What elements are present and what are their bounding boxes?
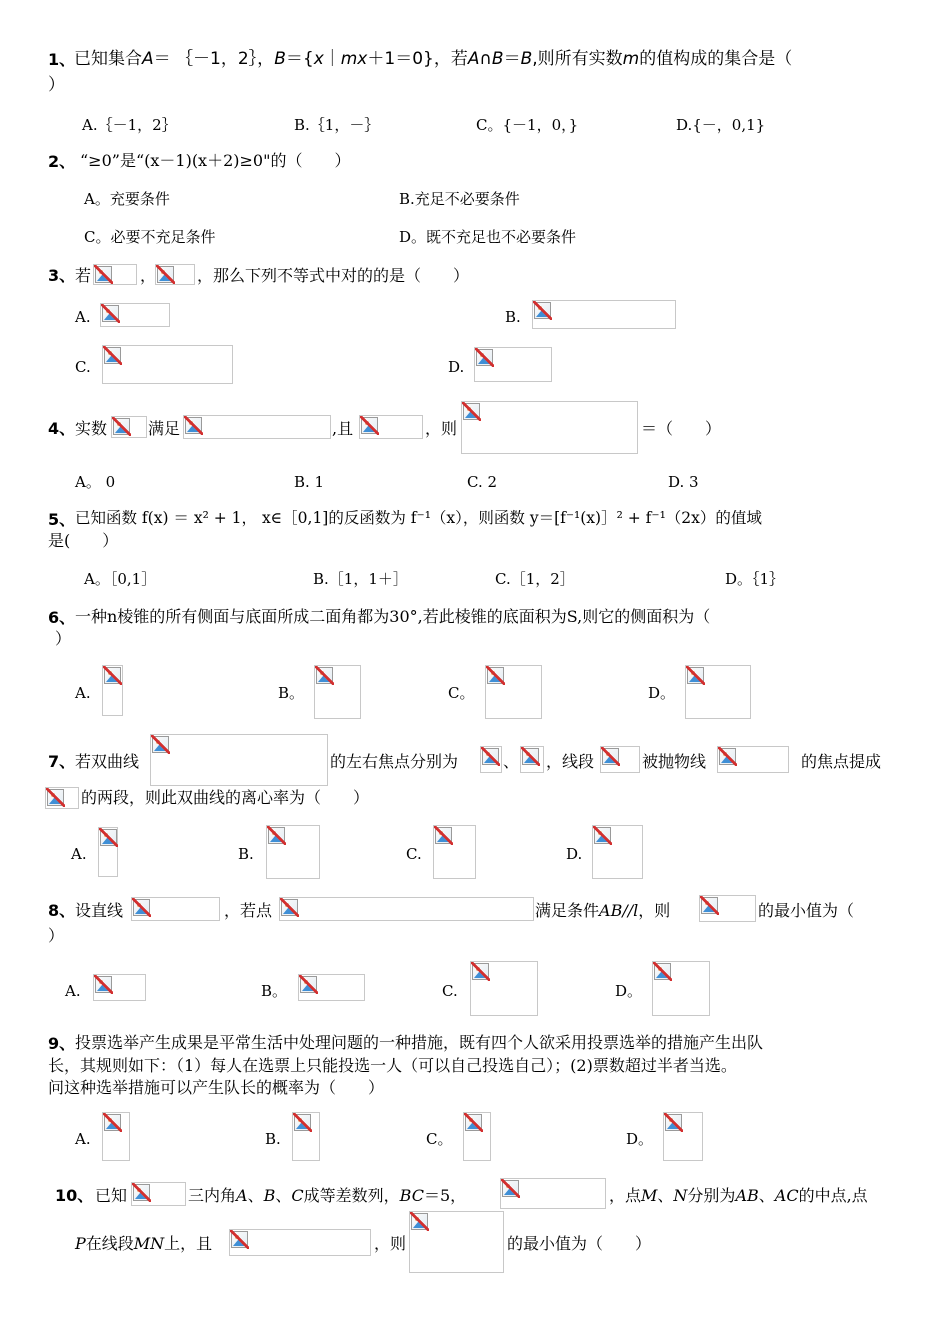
- option-d[interactable]: D。: [626, 1130, 654, 1148]
- formula-image: [520, 746, 544, 773]
- option-b-formula-image: [314, 665, 361, 719]
- option-c[interactable]: C.: [442, 982, 458, 1000]
- formula-image: [93, 264, 137, 285]
- question-stem-text: ，若点: [224, 901, 273, 920]
- formula-image: [131, 1182, 186, 1206]
- question-stem-line: “≥0”是“(x－1)(x＋2)≥0"的（ ）: [80, 151, 351, 170]
- option-c-formula-image: [463, 1112, 491, 1161]
- question-stem-line: 是( ）: [48, 531, 119, 550]
- option-a[interactable]: A.: [71, 845, 87, 863]
- question-stem-text: ＝（ ）: [641, 419, 722, 438]
- option-c[interactable]: C。: [448, 684, 475, 702]
- question-stem-line: 长，其规则如下：（1）每人在选票上只能投选一人（可以自己投选自己）；(2)票数超过半者当选。: [48, 1056, 737, 1075]
- formula-image: [183, 415, 331, 439]
- formula-image: [461, 401, 638, 454]
- question-stem-line: 投票选举产生成果是平常生活中处理问题的一种措施，既有四个人欲采用投票选举的措施产生出队: [75, 1033, 764, 1052]
- question-stem-line: 一种n棱锥的所有侧面与底面所成二面角都为30°,若此棱锥的底面积为S,则它的侧面积为（: [75, 607, 711, 626]
- option-a-formula-image: [100, 303, 170, 327]
- option-a[interactable]: A.: [75, 1130, 91, 1148]
- question-stem-text: 的最小值为（ ）: [507, 1234, 652, 1253]
- question-stem-line: 已知集合A＝ ｛－1，2｝，B＝{x｜mx＋1＝0}，若A∩B＝B,则所有实数m的值构成的集合是（: [74, 49, 793, 69]
- formula-image: [409, 1211, 504, 1273]
- question-stem-text: 被抛物线: [642, 752, 707, 771]
- option-d-formula-image: [652, 961, 710, 1016]
- formula-image: [699, 895, 756, 922]
- option-a[interactable]: A.: [75, 684, 91, 702]
- option-c-formula-image: [433, 825, 476, 879]
- option-b[interactable]: B.: [265, 1130, 281, 1148]
- option-c[interactable]: C. 2: [467, 473, 498, 491]
- question-number: 1、: [48, 50, 76, 69]
- question-stem-text: ，则: [374, 1234, 407, 1253]
- option-a[interactable]: A。 0: [75, 473, 116, 491]
- question-number: 9、: [48, 1034, 76, 1053]
- option-c[interactable]: C。: [426, 1130, 453, 1148]
- option-a[interactable]: A.: [65, 982, 81, 1000]
- question-stem-text: 、: [503, 752, 520, 771]
- option-d[interactable]: D。既不充足也不必要条件: [399, 228, 577, 246]
- option-b[interactable]: B.充足不必要条件: [399, 190, 520, 208]
- question-stem-text: ，线段: [546, 752, 595, 771]
- option-d[interactable]: D.: [566, 845, 583, 863]
- question-number: 10、: [55, 1186, 94, 1205]
- question-number: 3、: [48, 266, 76, 285]
- option-b-formula-image: [292, 1112, 320, 1161]
- question-stem-text: 实数: [75, 419, 108, 438]
- option-a[interactable]: A。［0,1］: [84, 570, 157, 588]
- question-number: 2、: [48, 152, 76, 171]
- option-d-formula-image: [663, 1112, 703, 1161]
- question-stem-text: 满足: [148, 419, 181, 438]
- option-a-formula-image: [93, 974, 146, 1001]
- option-a-formula-image: [102, 1112, 130, 1161]
- formula-image: [717, 746, 789, 773]
- option-d[interactable]: D。: [648, 684, 676, 702]
- question-number: 5、: [48, 510, 76, 529]
- question-stem-text: 的左右焦点分别为: [330, 752, 459, 771]
- question-stem-text: 若: [75, 266, 92, 285]
- option-d-formula-image: [592, 825, 643, 879]
- question-stem-text: P在线段MN上，且: [75, 1234, 213, 1253]
- question-stem-text: 已知: [95, 1186, 128, 1205]
- question-stem-text: 设直线: [75, 901, 124, 920]
- option-b-formula-image: [298, 974, 365, 1001]
- formula-image: [229, 1229, 371, 1256]
- question-stem-text: 的焦点提成: [801, 752, 882, 771]
- option-a[interactable]: A。充要条件: [84, 190, 170, 208]
- option-a[interactable]: A.: [75, 308, 91, 326]
- question-stem-text: 三内角A、B、C成等差数列，BC＝5，: [188, 1186, 467, 1205]
- option-c-formula-image: [470, 961, 538, 1016]
- option-c-formula-image: [102, 345, 233, 384]
- option-c[interactable]: C。必要不充足条件: [84, 228, 216, 246]
- option-d[interactable]: D。: [615, 982, 643, 1000]
- question-stem-line: ）: [48, 75, 65, 95]
- option-c[interactable]: C.: [75, 358, 91, 376]
- option-d[interactable]: D. 3: [668, 473, 699, 491]
- option-c[interactable]: C。{－1，0，}: [476, 116, 579, 134]
- option-b-formula-image: [532, 300, 676, 329]
- question-stem-text: 若双曲线: [75, 752, 140, 771]
- option-b[interactable]: B. 1: [294, 473, 325, 491]
- option-a[interactable]: A.｛－1，2｝: [82, 116, 177, 134]
- option-c[interactable]: C.: [406, 845, 422, 863]
- question-stem-line: ）: [48, 926, 65, 945]
- formula-image: [600, 746, 640, 773]
- option-c-formula-image: [485, 665, 542, 719]
- formula-image: [131, 897, 220, 921]
- question-number: 7、: [48, 752, 76, 771]
- question-stem-text: ,且: [332, 419, 354, 438]
- question-stem-text: 满足条件AB//l，则: [535, 901, 671, 920]
- question-number: 8、: [48, 901, 76, 920]
- option-d-formula-image: [685, 665, 751, 719]
- question-stem-line: 已知函数 f(x) ＝ x² + 1， x∈［0,1]的反函数为 f⁻¹（x），则函数 y＝[f⁻¹(x)］² + f⁻¹（2x）的值域: [75, 509, 762, 527]
- question-stem-line: ）: [55, 629, 72, 648]
- formula-image: [150, 734, 328, 786]
- question-stem-text: ，点M、N分别为AB、AC的中点,点: [609, 1186, 868, 1205]
- option-b-formula-image: [266, 825, 320, 879]
- formula-image: [480, 746, 502, 773]
- formula-image: [45, 787, 79, 809]
- question-stem-line: 问这种选举措施可以产生队长的概率为（ ）: [48, 1078, 385, 1097]
- formula-image: [155, 264, 195, 285]
- question-stem-text: ，则: [425, 419, 458, 438]
- option-b[interactable]: B.: [505, 308, 521, 326]
- option-d[interactable]: D.{－，0,1}: [676, 116, 766, 134]
- formula-image: [500, 1178, 606, 1209]
- question-stem-text: 的最小值为（: [758, 901, 855, 920]
- question-number: 6、: [48, 608, 76, 627]
- formula-image: [279, 897, 534, 921]
- question-number: 4、: [48, 419, 76, 438]
- formula-image: [111, 416, 147, 438]
- option-b[interactable]: B.: [238, 845, 254, 863]
- option-b[interactable]: B。: [278, 684, 305, 702]
- question-stem-text: ，: [140, 266, 157, 285]
- option-b[interactable]: B.｛1，－｝: [294, 116, 380, 134]
- option-a-formula-image: [98, 827, 118, 877]
- option-d[interactable]: D。｛1｝: [725, 570, 785, 588]
- option-b[interactable]: B。: [261, 982, 288, 1000]
- formula-image: [359, 415, 423, 439]
- option-a-formula-image: [102, 665, 123, 716]
- option-c[interactable]: C.［1，2］: [495, 570, 575, 588]
- option-d-formula-image: [474, 347, 552, 382]
- option-b[interactable]: B.［1，1＋］: [313, 570, 408, 588]
- question-stem-text: 的两段，则此双曲线的离心率为（ ）: [81, 788, 370, 807]
- question-stem-text: ，那么下列不等式中对的的是（ ）: [197, 266, 470, 285]
- option-d[interactable]: D.: [448, 358, 465, 376]
